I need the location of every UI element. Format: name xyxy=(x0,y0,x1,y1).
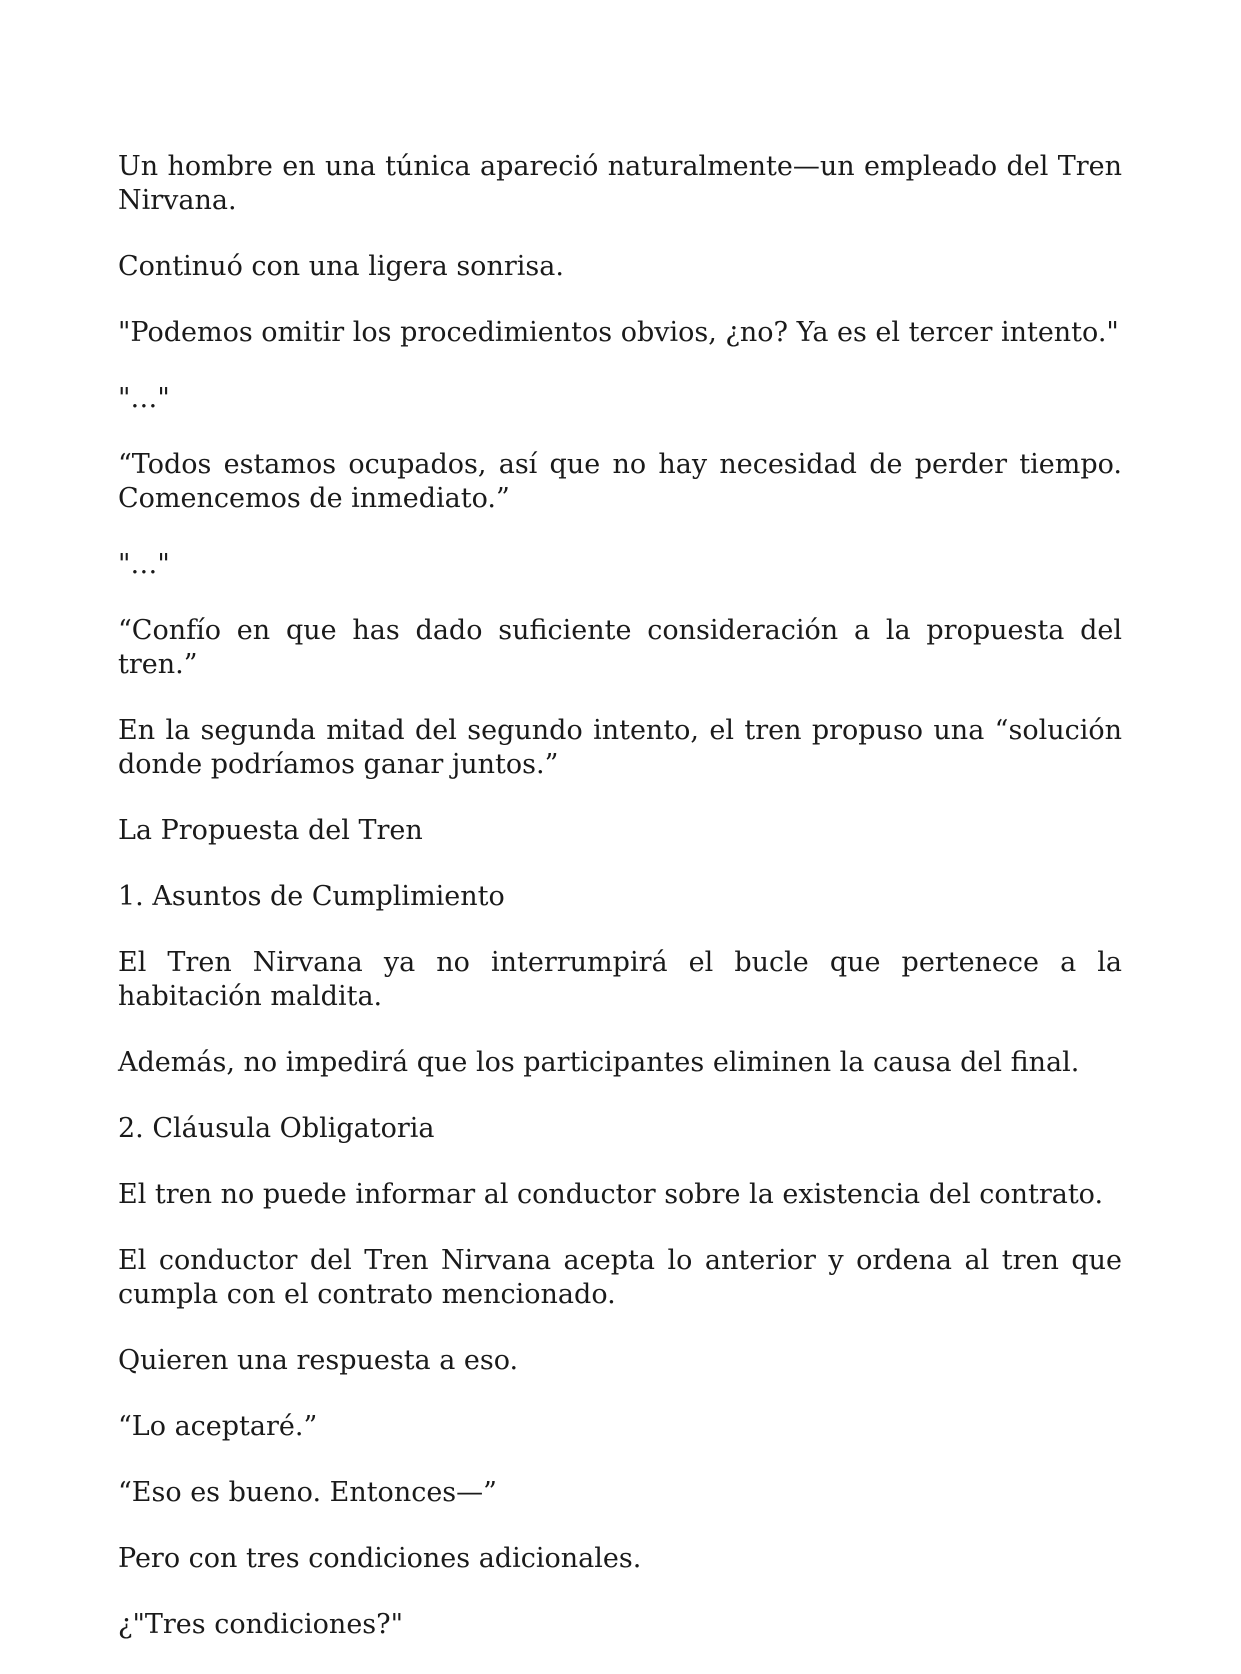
paragraph: “Todos estamos ocupados, así que no hay necesidad de perder tiempo. Comencemos de inmediato.” xyxy=(118,449,1122,514)
paragraph: “Confío en que has dado suficiente consideración a la propuesta del tren.” xyxy=(118,615,1122,680)
paragraph: ¿"Tres condiciones?" xyxy=(118,1609,404,1640)
paragraph: El conductor del Tren Nirvana acepta lo anterior y ordena al tren que cumpla con el contrato mencionado. xyxy=(118,1245,1122,1310)
paragraph: Quieren una respuesta a eso. xyxy=(118,1345,519,1376)
paragraph: “Lo aceptaré.” xyxy=(118,1411,318,1442)
document-body xyxy=(118,150,1122,1674)
paragraph: "…" xyxy=(118,383,170,414)
paragraph: "…" xyxy=(118,549,170,580)
section-heading: La Propuesta del Tren xyxy=(118,815,423,846)
paragraph: Continuó con una ligera sonrisa. xyxy=(118,251,564,282)
list-heading: 1. Asuntos de Cumplimiento xyxy=(118,881,505,912)
paragraph: En la segunda mitad del segundo intento, el tren propuso una “solución donde podríamos ganar juntos.” xyxy=(118,715,1122,780)
paragraph: “Eso es bueno. Entonces—” xyxy=(118,1477,497,1508)
paragraph: El Tren Nirvana ya no interrumpirá el bucle que pertenece a la habitación maldita. xyxy=(118,947,1122,1012)
paragraph: "Podemos omitir los procedimientos obvios, ¿no? Ya es el tercer intento." xyxy=(118,317,1119,348)
paragraph: El tren no puede informar al conductor sobre la existencia del contrato. xyxy=(118,1179,1104,1210)
paragraph: Un hombre en una túnica apareció naturalmente—un empleado del Tren Nirvana. xyxy=(118,151,1122,216)
paragraph: Pero con tres condiciones adicionales. xyxy=(118,1543,642,1574)
list-heading: 2. Cláusula Obligatoria xyxy=(118,1113,435,1144)
paragraph: Además, no impedirá que los participantes eliminen la causa del final. xyxy=(118,1047,1080,1078)
